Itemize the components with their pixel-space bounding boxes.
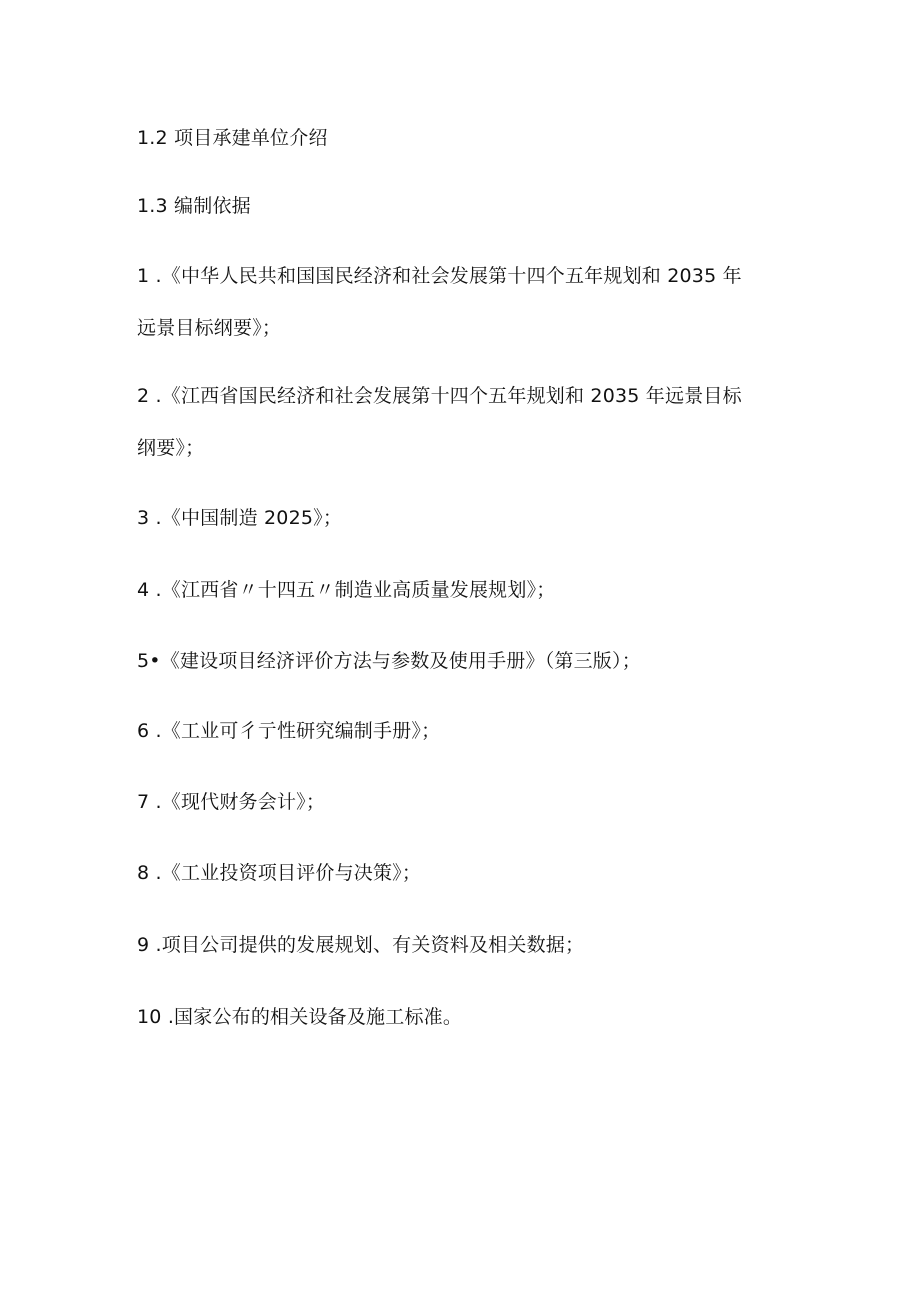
section-heading-1-3: 1.3 编制依据 (137, 195, 251, 217)
list-item-10: 10 .国家公布的相关设备及施工标准。 (137, 1006, 463, 1028)
list-item-6: 6 .《工业可彳亍性研究编制手册》； (137, 720, 441, 742)
section-heading-1-2: 1.2 项目承建单位介绍 (137, 127, 328, 149)
list-item-7: 7 .《现代财务会计》； (137, 791, 326, 813)
list-item-8: 8 .《工业投资项目评价与决策》； (137, 862, 422, 884)
list-item-1-line-1: 1 .《中华人民共和国国民经济和社会发展第十四个五年规划和 2035 年 (137, 265, 742, 287)
list-item-3: 3 .《中国制造 2025》； (137, 507, 343, 529)
list-item-4: 4 .《江西省〃十四五〃制造业高质量发展规划》； (137, 579, 556, 601)
list-item-1-line-2: 远景目标纲要》； (137, 317, 282, 339)
list-item-2-line-1: 2 .《江西省国民经济和社会发展第十四个五年规划和 2035 年远景目标 (137, 385, 742, 407)
list-item-5: 5•《建设项目经济评价方法与参数及使用手册》（第三版）； (137, 650, 641, 672)
list-item-2-line-2: 纲要》； (137, 437, 205, 459)
list-item-9: 9 .项目公司提供的发展规划、有关资料及相关数据； (137, 934, 585, 956)
